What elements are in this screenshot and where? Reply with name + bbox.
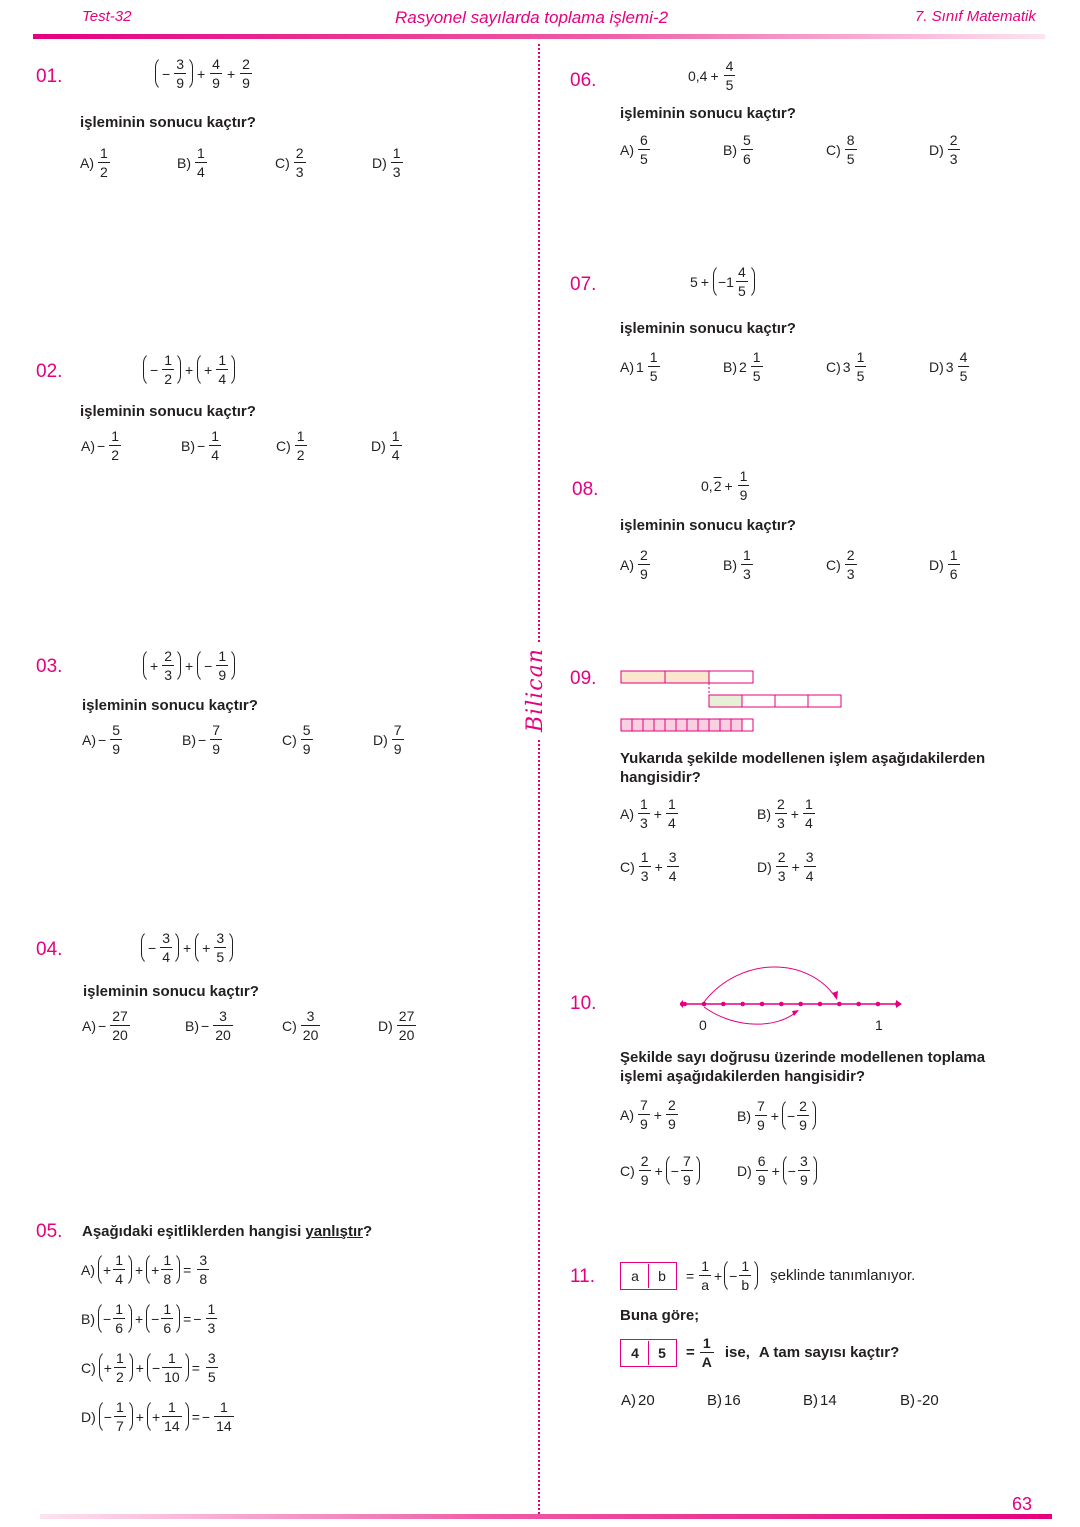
option-d[interactable]: D) 27 20 [378,1008,415,1043]
question-number: 09. [570,668,597,689]
bar3-part [698,719,709,731]
tick-dot [702,1002,707,1007]
option-b[interactable]: B) 16 [707,1392,741,1409]
question-prompt: işleminin sonucu kaçtır? [620,105,796,122]
bar3-part [742,719,753,731]
option-d[interactable]: B) -20 [900,1392,939,1409]
option-b[interactable]: B) 2 1 5 [723,349,761,384]
q06-expression: 0,4 + $\frac{4}{5}$ [688,58,734,93]
option-a[interactable]: A) − $\frac{1}{2}$ [81,428,119,463]
option-b[interactable]: B) 2 3 + $\frac{1}{4}$ [757,796,813,831]
option-c[interactable]: C) 2 9 + − $\frac{7}{9}$ [620,1153,701,1188]
option-a[interactable]: A) 7 9 + $\frac{2}{9}$ [620,1097,676,1132]
option-c[interactable]: C) + $\frac{1}{2}$ + − $\frac{1}{10}$ = 3 5 [81,1350,216,1385]
bar2-part [742,695,775,707]
question-number: 03. [36,656,63,677]
question-number: 04. [36,939,63,960]
q04-expression: − $\frac{3}{4}$ + + $\frac{3}{5}$ [140,930,234,965]
tick-dot [818,1002,823,1007]
option-b[interactable]: B) − $\frac{3}{20}$ [185,1008,231,1043]
subject-label: 7. Sınıf Matematik [915,8,1036,25]
option-c[interactable]: B) 14 [803,1392,837,1409]
arrowhead [832,991,838,1000]
option-a[interactable]: A) 20 [621,1392,655,1409]
arrow-back [704,1007,796,1024]
tick-dot [779,1002,784,1007]
bar3-part [676,719,687,731]
bar3-part [632,719,643,731]
question-text: Şekilde sayı doğrusu üzerinde modellenen toplama işlemi aşağıdakilerden hangisidir? [620,1049,986,1085]
question-prompt: işleminin sonucu kaçtır? [620,517,796,534]
header-divider [33,34,1045,39]
option-a[interactable]: A) − $\frac{27}{20}$ [82,1008,128,1043]
page-title: Rasyonel sayılarda toplama işlemi-2 [395,8,669,27]
option-a[interactable]: A) 1 1 5 [620,349,658,384]
option-d[interactable]: D) 1 3 [372,145,401,180]
option-a[interactable]: A) 1 3 + $\frac{1}{4}$ [620,796,676,831]
bar3-part [654,719,665,731]
option-c[interactable]: C) 5 9 [282,722,311,757]
option-a[interactable]: A) − $\frac{5}{9}$ [82,722,120,757]
bar2-part [709,695,742,707]
test-number: Test-32 [82,8,132,25]
tick-dot [856,1002,861,1007]
bar3-part [731,719,742,731]
option-a[interactable]: A) 6 5 [620,132,648,167]
option-d[interactable]: D) − $\frac{1}{7}$ + + $\frac{1}{14}$ = − $\frac{1}{14}$ [81,1399,232,1434]
option-b[interactable]: B) 7 9 + − $\frac{2}{9}$ [737,1098,817,1133]
label-one: 1 [875,1017,883,1033]
option-b[interactable]: B) − $\frac{1}{4}$ [181,428,219,463]
arrow-forward [704,967,836,1002]
question-number: 10. [570,993,597,1014]
bar3-part [665,719,676,731]
question-number: 07. [570,274,597,295]
buna-gore-text: Buna göre; [620,1307,700,1324]
tick-dot [760,1002,765,1007]
option-c[interactable]: C) 3 1 5 [826,349,865,384]
option-c[interactable]: C) 3 20 [282,1008,319,1043]
option-c[interactable]: C) 1 3 + $\frac{3}{4}$ [620,849,677,884]
q08-expression: 0, 2 + $\frac{1}{9}$ [701,468,748,503]
q03-expression: + $\frac{2}{3}$ + − $\frac{1}{9}$ [142,648,236,683]
option-b[interactable]: B) − $\frac{7}{9}$ [182,722,220,757]
bar2-part [775,695,808,707]
question-text: Aşağıdaki eşitliklerden hangisi yanlıştır? [82,1223,373,1240]
bar3-part [709,719,720,731]
question-prompt: işleminin sonucu kaçtır? [80,114,256,131]
option-c[interactable]: C) 8 5 [826,132,855,167]
tick-dot [837,1002,842,1007]
fraction-bar-model [618,668,848,734]
option-d[interactable]: D) 2 3 [929,132,958,167]
question-number: 11. [570,1266,596,1287]
number-line [680,960,905,1038]
option-d[interactable]: D) 7 9 [373,722,402,757]
bar3-part [720,719,731,731]
label-zero: 0 [699,1017,707,1033]
question-prompt: işleminin sonucu kaçtır? [83,983,259,1000]
question-number: 05. [36,1221,63,1242]
q01-expression: − $\frac{3}{9}$ + $\frac{4}{9}$ + $\frac{2}{9}$ [154,56,254,91]
bar3-part [643,719,654,731]
bar3-part [621,719,632,731]
tick-dot [798,1002,803,1007]
bar3-part [687,719,698,731]
q07-expression: 5 + − 1 4 5 [690,264,756,299]
option-a[interactable]: A) 2 9 [620,547,648,582]
bar1-part [665,671,709,683]
brand-watermark: Bilican [523,642,548,738]
bar2-part [808,695,841,707]
option-a[interactable]: A) 1 2 [80,145,108,180]
option-c[interactable]: C) 2 3 [826,547,855,582]
question-number: 08. [572,479,599,500]
question-number: 02. [36,361,63,382]
question-number: 06. [570,70,597,91]
option-d[interactable]: D) 1 4 [371,428,400,463]
column-divider [538,44,540,1514]
q11-question: 4 5 = $\frac{1}{A}$ ise, A tam sayısı kaçtır? [620,1336,899,1369]
question-number: 01. [36,66,63,87]
arrowhead [792,1010,799,1016]
question-prompt: işleminin sonucu kaçtır? [80,403,256,420]
question-prompt: işleminin sonucu kaçtır? [620,320,796,337]
tick-dot [682,1002,687,1007]
question-prompt: işleminin sonucu kaçtır? [82,697,258,714]
tick-dot [721,1002,726,1007]
tick-dot [740,1002,745,1007]
bar1-part [709,671,753,683]
option-b[interactable]: B) 5 6 [723,132,751,167]
option-a[interactable]: A) + $\frac{1}{4}$ + + $\frac{1}{8}$ = 3 8 [81,1252,208,1287]
tick-dot [876,1002,881,1007]
option-d[interactable]: D) 3 4 5 [929,349,968,384]
option-d[interactable]: D) 1 6 [929,547,958,582]
page-number: 63 [1011,1494,1032,1514]
option-b[interactable]: B) 1 3 [723,547,751,582]
option-d[interactable]: D) 6 9 + − $\frac{3}{9}$ [737,1153,818,1188]
question-text: Yukarıda şekilde modellenen işlem aşağıdakilerden hangisidir? [620,750,986,786]
bar1-part [621,671,665,683]
tick-dot [895,1002,900,1007]
q02-expression: − $\frac{1}{2}$ + + $\frac{1}{4}$ [142,352,236,387]
option-b[interactable]: B) − $\frac{1}{6}$ + − $\frac{1}{6}$ = − $\frac{1}{3}$ [81,1301,216,1336]
footer-divider [40,1514,1052,1519]
option-d[interactable]: D) 2 3 + $\frac{3}{4}$ [757,849,814,884]
option-b[interactable]: B) 1 4 [177,145,205,180]
option-c[interactable]: C) 1 2 [276,428,305,463]
option-c[interactable]: C) 2 3 [275,145,304,180]
q11-definition: a b = $\frac{1}{a}$ + − $\frac{1}{b}$ şeklinde tanımlanıyor. [620,1258,915,1293]
